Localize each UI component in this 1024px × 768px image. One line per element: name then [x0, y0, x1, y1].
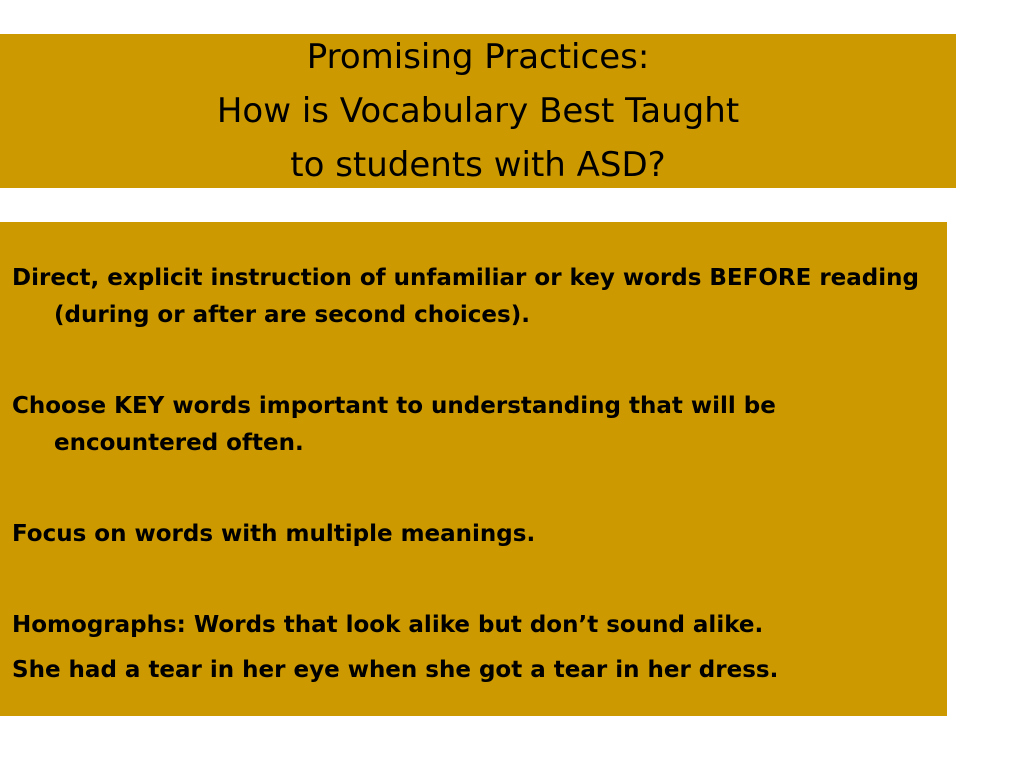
- paragraph-homographs: Homographs: Words that look alike but don’t sound alike.: [12, 612, 764, 638]
- title-line-1: Promising Practices:: [306, 37, 650, 77]
- title-line-2: How is Vocabulary Best Taught: [216, 91, 740, 131]
- paragraph-example-sentence: She had a tear in her eye when she got a tear in her dress.: [12, 657, 779, 683]
- paragraph-multiple-meanings: Focus on words with multiple meanings.: [12, 521, 536, 547]
- title-line-3: to students with ASD?: [290, 145, 666, 185]
- slide-title: [0, 34, 956, 188]
- paragraph-choose-key-words: Choose KEY words important to understanding that will be encountered often.: [12, 393, 776, 456]
- slide-body: [0, 222, 947, 716]
- paragraph-direct-instruction: Direct, explicit instruction of unfamiliar or key words BEFORE reading (during or after are second choices).: [12, 265, 919, 328]
